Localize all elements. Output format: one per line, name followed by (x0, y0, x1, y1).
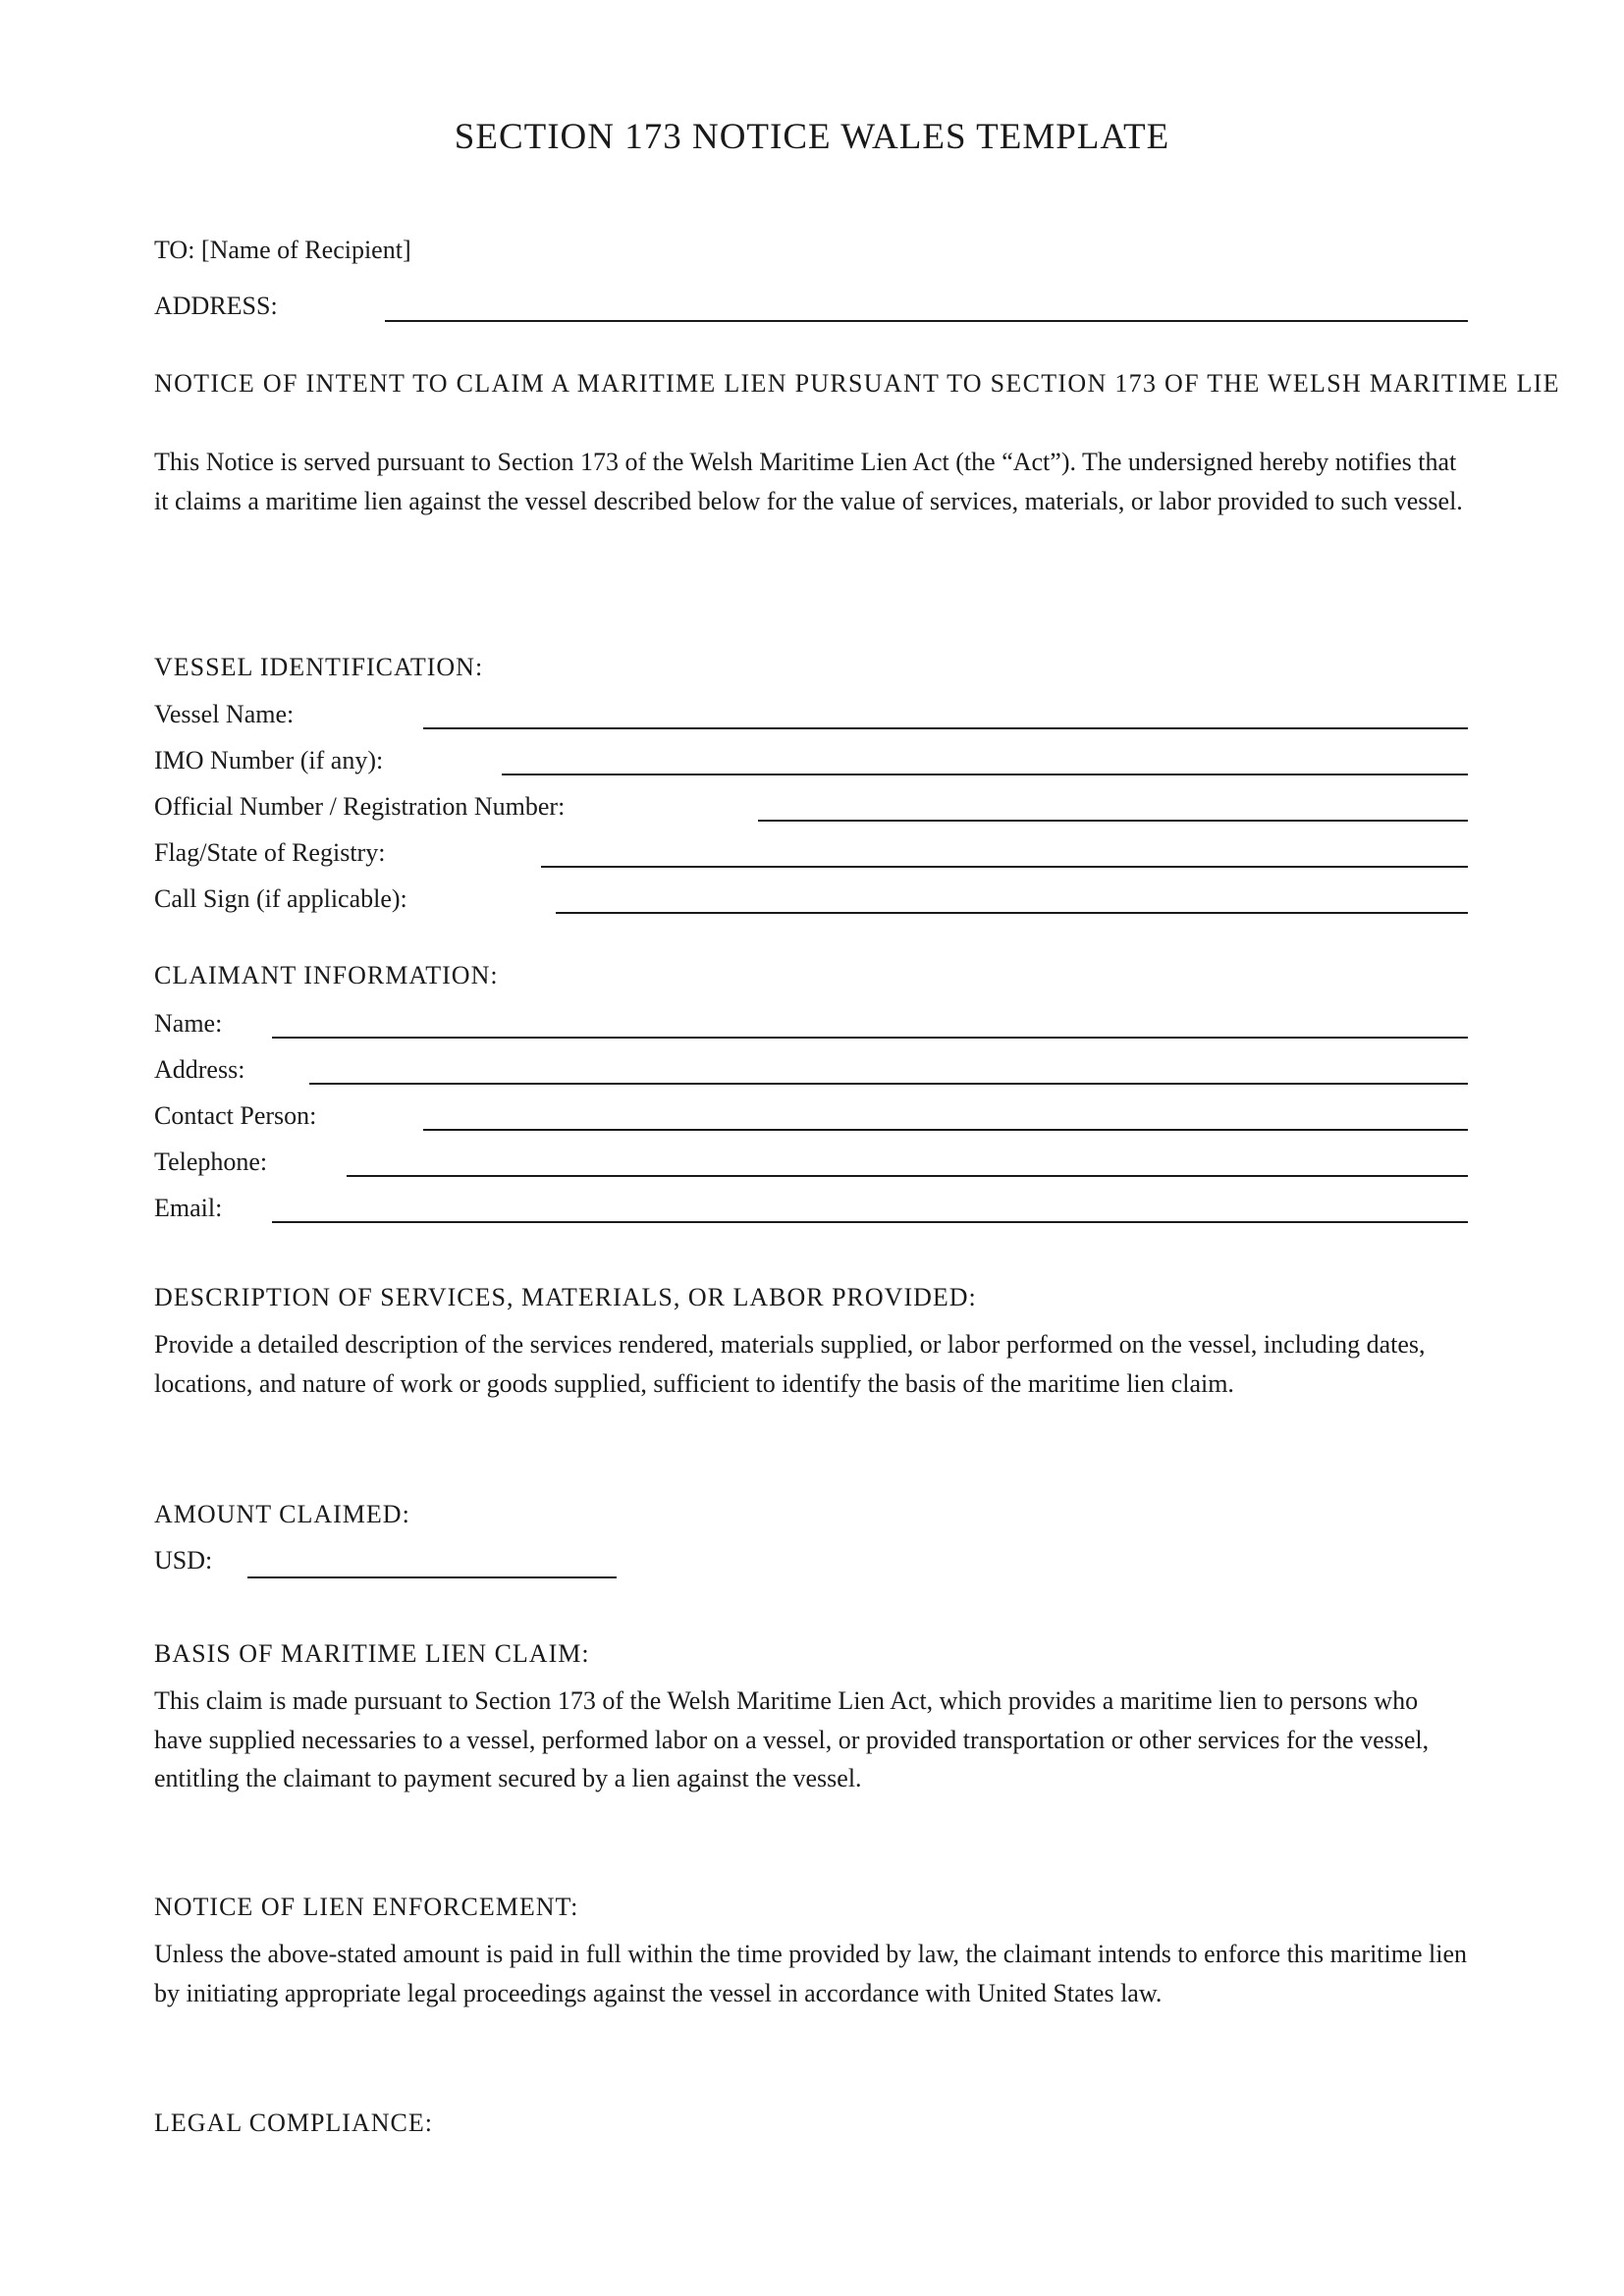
telephone-label: Telephone: (154, 1148, 268, 1176)
flag-state-row (154, 838, 1468, 878)
recipient-line: TO: [Name of Recipient] (154, 236, 411, 264)
amount-heading: AMOUNT CLAIMED: (154, 1500, 410, 1528)
description-heading: DESCRIPTION OF SERVICES, MATERIALS, OR LABOR PROVIDED: (154, 1283, 977, 1311)
vessel-heading: VESSEL IDENTIFICATION: (154, 653, 484, 681)
basis-text: This claim is made pursuant to Section 173 of the Welsh Maritime Lien Act, which provides a maritime lien to persons who have supplied necessaries to a vessel, performed labor on a vessel, or provided transportation or other services for the vessel, entitling the claimant to payment secured by a lien against the vessel. (154, 1686, 1430, 1792)
claimant-heading: CLAIMANT INFORMATION: (154, 961, 499, 989)
flag-state-blank (541, 866, 1468, 868)
enforcement-text: Unless the above-stated amount is paid in full within the time provided by law, the claimant intends to enforce this maritime lien by initiating appropriate legal proceedings against the vessel in accordance with United States law. (154, 1940, 1467, 2007)
address-blank-line (385, 320, 1468, 322)
email-row (154, 1194, 1468, 1233)
basis-heading: BASIS OF MARITIME LIEN CLAIM: (154, 1639, 590, 1668)
vessel-name-row (154, 700, 1468, 739)
telephone-blank (347, 1175, 1468, 1177)
email-blank (272, 1221, 1468, 1223)
call-sign-label: Call Sign (if applicable): (154, 884, 407, 913)
contact-person-blank (423, 1129, 1468, 1131)
call-sign-row (154, 884, 1468, 924)
address-label: ADDRESS: (154, 292, 278, 320)
claimant-address-row (154, 1055, 1468, 1095)
call-sign-blank (556, 912, 1468, 914)
vessel-name-blank (423, 727, 1468, 729)
imo-number-label: IMO Number (if any): (154, 746, 384, 774)
telephone-row (154, 1148, 1468, 1187)
usd-label: USD: (154, 1546, 213, 1575)
claimant-name-row (154, 1009, 1468, 1048)
claimant-address-label: Address: (154, 1055, 245, 1084)
vessel-name-label: Vessel Name: (154, 700, 295, 728)
description-text: Provide a detailed description of the services rendered, materials supplied, or labor performed on the vessel, including dates, locations, and nature of work or goods supplied, sufficient to identify the basis of the maritime lien claim. (154, 1330, 1426, 1398)
contact-person-label: Contact Person: (154, 1101, 317, 1130)
document-title: SECTION 173 NOTICE WALES TEMPLATE (454, 117, 1170, 157)
claimant-name-blank (272, 1037, 1468, 1039)
imo-number-blank (502, 774, 1468, 775)
contact-person-row (154, 1101, 1468, 1141)
registration-number-blank (758, 820, 1468, 822)
claimant-name-label: Name: (154, 1009, 223, 1038)
claimant-address-blank (309, 1083, 1468, 1085)
intro-paragraph: This Notice is served pursuant to Section 173 of the Welsh Maritime Lien Act (the “Act”). The undersigned hereby notifies that it claims a maritime lien against the vessel described below for the value of services, materials, or labor provided to such vessel. (154, 448, 1463, 515)
registration-number-label: Official Number / Registration Number: (154, 792, 566, 821)
imo-number-row (154, 746, 1468, 785)
email-label: Email: (154, 1194, 223, 1222)
registration-number-row (154, 792, 1468, 831)
usd-amount-blank (247, 1576, 617, 1578)
compliance-heading: LEGAL COMPLIANCE: (154, 2109, 433, 2137)
enforcement-heading: NOTICE OF LIEN ENFORCEMENT: (154, 1893, 579, 1921)
notice-heading: NOTICE OF INTENT TO CLAIM A MARITIME LIEN PURSUANT TO SECTION 173 OF THE WELSH MARITIME LIE (154, 369, 1560, 398)
flag-state-label: Flag/State of Registry: (154, 838, 386, 867)
